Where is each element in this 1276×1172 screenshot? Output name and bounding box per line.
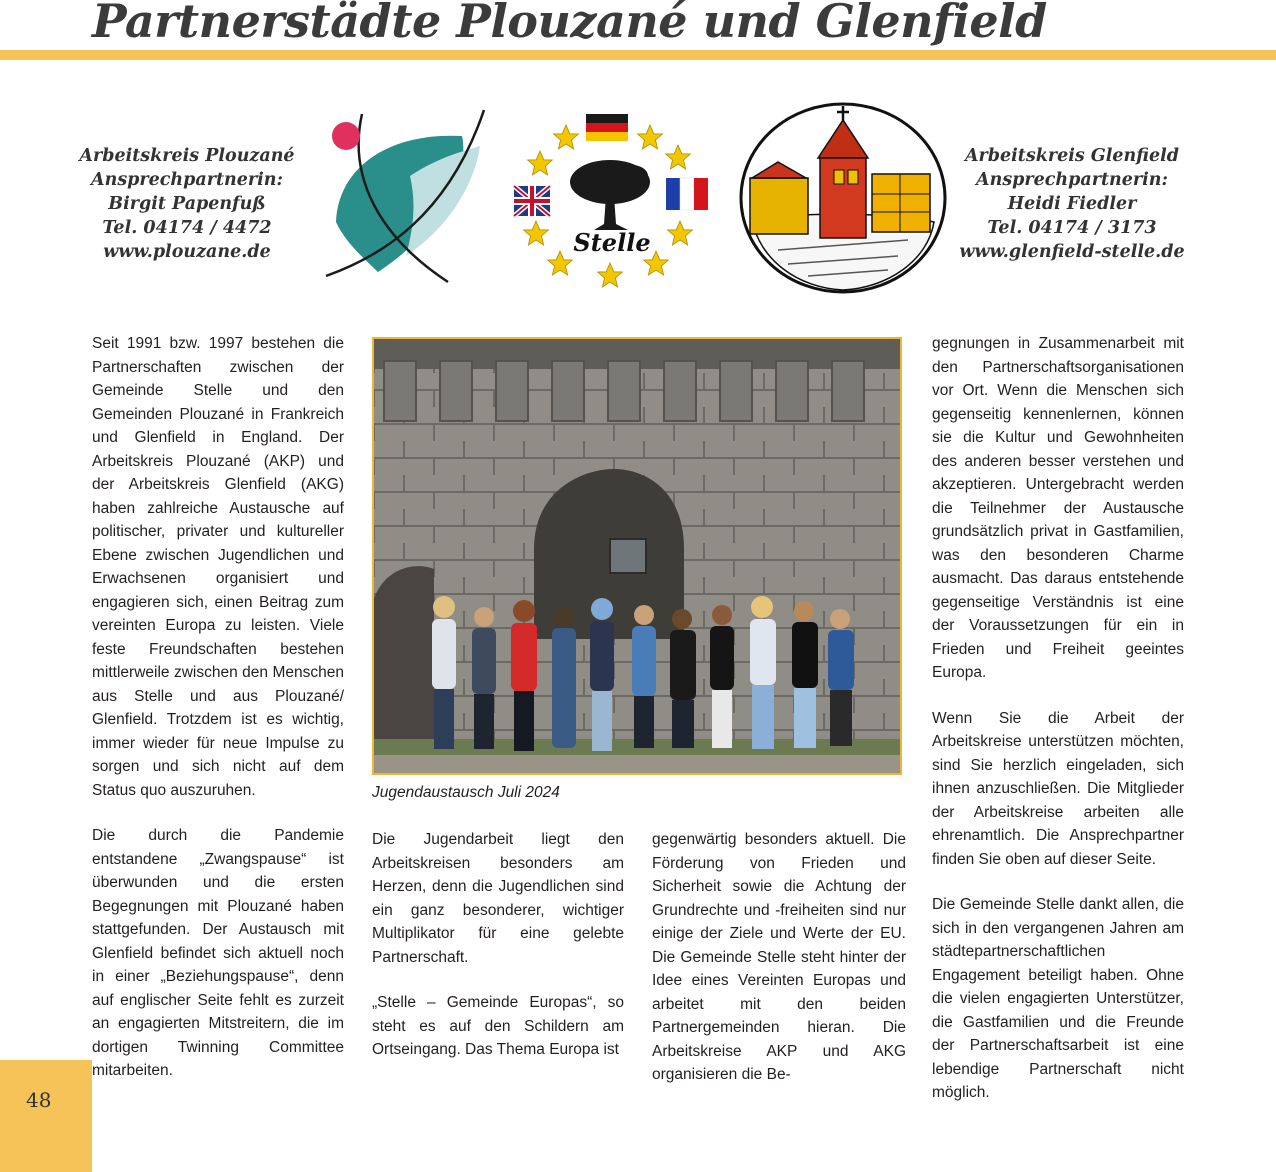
contact-website[interactable]: www.plouzane.de — [103, 242, 271, 262]
paragraph: Die Gemeinde Stelle dankt allen, die sich in den vergangenen Jahren am städtepartnerschaftlichen Engagement beteiligt haben. Ohne die vielen engagierten Unterstützer, die Gastfamilien und die Freunde der Partnerschaftsarbeit ist eine lebendige Partnerschaft nicht möglich. — [932, 896, 1184, 1101]
contact-phone: Tel. 04174 / 4472 — [102, 218, 272, 238]
contact-role: Ansprechpartnerin: — [976, 170, 1168, 190]
page-number: 48 — [26, 1088, 52, 1112]
page-title: Partnerstädte Plouzané und Glenfield — [92, 0, 1047, 48]
paragraph: „Stelle – Gemeinde Europas“, so steht es auf den Schildern am Ortseingang. Das Thema Europa ist — [372, 994, 624, 1058]
paragraph: gegnungen in Zusammenarbeit mit den Partnerschaftsorganisationen vor Ort. Wenn die Menschen sich gegenseitig kennenlernen, können sie die Kultur und Gewohnheiten des anderen besser verstehen und akzeptieren. Untergebracht werden die Teilnehmer der Austausche grundsätzlich privat in Gastfamilien, was den besonderen Charme ausmacht. Das daraus entstehende gegenseitige Verständnis ist eine der Voraussetzungen für ein in Frieden und Freiheit geeintes Europa. — [932, 335, 1184, 681]
contact-plouzane — [62, 144, 312, 264]
paragraph: Die durch die Pandemie entstandene „Zwangspause“ ist überwunden und die ersten Begegnungen mit Plouzané haben stattgefunden. Der Austausch mit Glenfield befindet sich aktuell noch in einer „Beziehungspause“, denn auf englischer Seite fehlt es zurzeit an engagierten Mitstreitern, die im dortigen Twinning Committee mitarbeiten. — [92, 827, 344, 1079]
stelle-europe-logo-icon — [510, 106, 716, 296]
contact-person: Heidi Fiedler — [1007, 194, 1137, 214]
group-photo-icon — [372, 337, 902, 775]
text-column-1 — [92, 332, 344, 1105]
contact-role: Ansprechpartnerin: — [91, 170, 283, 190]
contact-website[interactable]: www.glenfield-stelle.de — [959, 242, 1185, 262]
text-column-3 — [652, 828, 906, 1109]
stelle-logo-label: Stelle — [573, 228, 651, 257]
photo-caption: Jugendaustausch Juli 2024 — [372, 784, 560, 801]
text-column-2 — [372, 828, 624, 1084]
paragraph: Seit 1991 bzw. 1997 bestehen die Partnerschaften zwischen der Gemeinde Stelle und den Gemeinden Plouzané in Frankreich und Glenfield in England. Der Arbeitskreis Plouzané (AKP) und der Arbeitskreis Glenfield (AKG) haben zahlreiche Austausche auf politischer, privater und kultureller Ebene zwischen Jugendlichen und Erwachsenen organisiert und engagieren sich, einen Beitrag zum vereinten Europa zu leisten. Viele feste Freundschaften bestehen mittlerweile zwischen den Menschen aus Stelle und aus Plouzané/ Glenfield. Trotzdem ist es wichtig, immer wieder für neue Impulse zu sorgen und sich nicht auf dem Status quo auszuruhen. — [92, 335, 344, 799]
paragraph: Wenn Sie die Arbeit der Arbeitskreise unterstützen möchten, sind Sie herzlich eingeladen, sich ihnen anzuschließen. Die Mitglieder der Arbeitskreise arbeiten alle ehrenamtlich. Die Ansprechpartner finden Sie oben auf dieser Seite. — [932, 709, 1184, 868]
contact-org: Arbeitskreis Plouzané — [79, 146, 295, 166]
plouzane-logo-icon — [318, 106, 498, 286]
page-number-box — [0, 1060, 92, 1172]
glenfield-church-icon — [738, 100, 948, 296]
text-column-4 — [932, 332, 1184, 1127]
contact-glenfield — [942, 144, 1202, 264]
contact-person: Birgit Papenfuß — [108, 194, 266, 214]
contact-org: Arbeitskreis Glenfield — [964, 146, 1180, 166]
title-rule — [0, 50, 1276, 60]
paragraph: gegenwärtig besonders aktuell. Die Förderung von Frieden und Sicherheit sowie die Achtung der Grundrechte und -freiheiten sind nur einige der Ziele und Werte der EU. Die Gemeinde Stelle steht hinter der Idee eines Vereinten Europas und arbeitet mit den beiden Partnergemeinden hieran. Die Arbeitskreise AKP und AKG organisieren die Be- — [652, 831, 906, 1083]
contact-phone: Tel. 04174 / 3173 — [987, 218, 1157, 238]
paragraph: Die Jugendarbeit liegt den Arbeitskreisen besonders am Herzen, denn die Jugendlichen sind ein ganz besonderer, wichtiger Multiplikator für eine gelebte Partnerschaft. — [372, 831, 624, 966]
